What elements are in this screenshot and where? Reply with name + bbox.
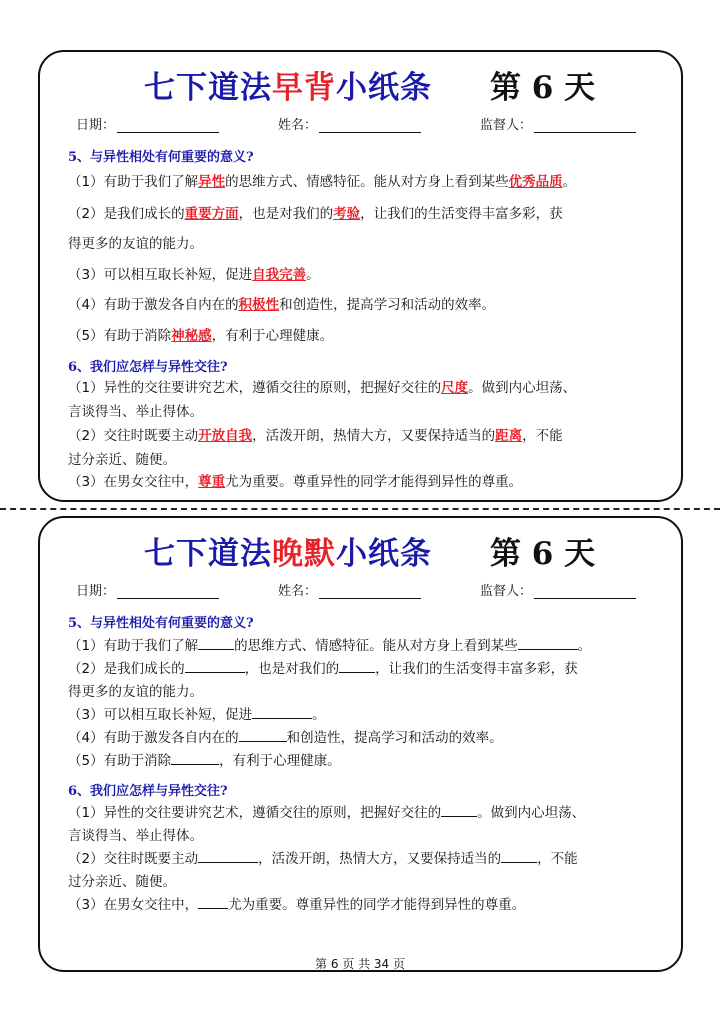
title-highlight: 晚默	[272, 536, 336, 572]
name-line[interactable]	[319, 584, 421, 599]
text: （2）交往时既要主动	[68, 428, 199, 444]
fill-blank[interactable]	[198, 849, 258, 863]
name-label: 姓名：	[278, 118, 318, 133]
text: ，也是对我们的	[238, 206, 334, 222]
answer-6-1	[68, 803, 658, 824]
text: ，活泼开朗，热情大方，又要保持适当的	[258, 851, 502, 867]
answer-5-1	[68, 172, 658, 193]
text: ，不能	[537, 851, 578, 867]
card-header	[40, 62, 681, 106]
date-label: 日期：	[76, 118, 116, 133]
text: （1）异性的交往要讲究艺术，遵循交往的原则，把握好交往的	[68, 380, 442, 396]
text: （3）在男女交往中，	[68, 474, 199, 490]
fill-blank[interactable]	[239, 728, 287, 742]
signature-fields	[40, 114, 681, 134]
answer-6-1-continued: 言谈得当、举止得体。	[68, 828, 203, 844]
fill-blank[interactable]	[198, 636, 234, 650]
question-5: 5、与异性相处有何重要的意义?	[68, 616, 254, 631]
text: （3）可以相互取长补短，促进	[68, 267, 253, 283]
text: 的思维方式、情感特征。能从对方身上看到某些	[225, 174, 509, 190]
keyword: 自我完善	[252, 267, 307, 283]
text: 。	[312, 707, 326, 723]
fill-blank[interactable]	[339, 659, 375, 673]
day-label: 第 6 天	[490, 536, 596, 572]
day-label: 第 6 天	[490, 70, 596, 106]
answer-5-3	[68, 705, 658, 726]
text: （5）有助于消除	[68, 753, 172, 769]
supervisor-label: 监督人：	[480, 118, 533, 133]
answer-6-2	[68, 849, 658, 870]
text: ，活泼开朗，热情大方，又要保持适当的	[252, 428, 496, 444]
answer-5-4	[68, 295, 658, 316]
fill-blank[interactable]	[185, 659, 245, 673]
text: （1）有助于我们了解	[68, 638, 199, 654]
text: （5）有助于消除	[68, 328, 172, 344]
fill-blank[interactable]	[252, 705, 312, 719]
date-line[interactable]	[117, 118, 219, 133]
answer-6-1-continued: 言谈得当、举止得体。	[68, 404, 203, 420]
answer-6-3	[68, 472, 658, 493]
answer-6-2-continued: 过分亲近、随便。	[68, 874, 176, 890]
fill-blank[interactable]	[171, 751, 219, 765]
text: 。	[577, 638, 592, 654]
keyword: 距离	[495, 428, 523, 444]
cut-line-divider	[0, 508, 720, 510]
question-6: 6、我们应怎样与异性交往?	[68, 784, 228, 799]
keyword: 开放自我	[198, 428, 253, 444]
name-label: 姓名：	[278, 584, 318, 599]
answer-6-1	[68, 378, 658, 399]
fill-blank[interactable]	[501, 849, 537, 863]
keyword: 考验	[333, 206, 361, 222]
answer-5-2	[68, 659, 658, 680]
supervisor-line[interactable]	[534, 118, 636, 133]
supervisor-field[interactable]	[480, 114, 636, 133]
answer-5-1	[68, 636, 658, 657]
text: （2）交往时既要主动	[68, 851, 199, 867]
text: （4）有助于激发各自内在的	[68, 297, 239, 313]
question-6: 6、我们应怎样与异性交往?	[68, 360, 228, 375]
answer-6-2-continued: 过分亲近、随便。	[68, 452, 176, 468]
card-header	[40, 528, 681, 572]
text: ，有利于心理健康。	[219, 753, 341, 769]
supervisor-line[interactable]	[534, 584, 636, 599]
text: 。	[562, 174, 577, 190]
text: 和创造性，提高学习和活动的效率。	[279, 297, 496, 313]
keyword: 尺度	[441, 380, 469, 396]
keyword: 尊重	[198, 474, 226, 490]
title-prefix: 七下道法	[144, 70, 272, 106]
supervisor-field[interactable]	[480, 580, 636, 599]
keyword: 神秘感	[171, 328, 212, 344]
answer-5-2-continued: 得更多的友谊的能力。	[68, 684, 203, 700]
keyword: 积极性	[238, 297, 280, 313]
fill-blank[interactable]	[441, 803, 477, 817]
text: ，让我们的生活变得丰富多彩，获	[375, 661, 578, 677]
title-suffix: 小纸条	[336, 70, 432, 106]
text: 。做到内心坦荡、	[477, 805, 586, 821]
text: ，也是对我们的	[244, 661, 340, 677]
answer-5-2-continued: 得更多的友谊的能力。	[68, 236, 203, 252]
text: 和创造性，提高学习和活动的效率。	[286, 730, 503, 746]
text: 。做到内心坦荡、	[468, 380, 577, 396]
text: （3）在男女交往中，	[68, 897, 199, 913]
date-line[interactable]	[117, 584, 219, 599]
text: 尤为重要。尊重异性的同学才能得到异性的尊重。	[228, 897, 526, 913]
date-field[interactable]	[76, 580, 219, 599]
fill-blank[interactable]	[518, 636, 578, 650]
date-label: 日期：	[76, 584, 116, 599]
answer-5-4	[68, 728, 658, 749]
answer-5-2	[68, 204, 658, 225]
text: 。	[306, 267, 320, 283]
text: （1）有助于我们了解	[68, 174, 199, 190]
answer-5-5	[68, 751, 658, 772]
keyword: 优秀品质	[508, 174, 563, 190]
title-suffix: 小纸条	[336, 536, 432, 572]
text: ，不能	[522, 428, 563, 444]
answer-5-3	[68, 265, 658, 286]
answer-5-5	[68, 326, 658, 347]
name-line[interactable]	[319, 118, 421, 133]
name-field[interactable]	[278, 114, 421, 133]
text: （4）有助于激发各自内在的	[68, 730, 239, 746]
signature-fields	[40, 580, 681, 600]
title-prefix: 七下道法	[144, 536, 272, 572]
question-5: 5、与异性相处有何重要的意义?	[68, 150, 254, 165]
text: ，让我们的生活变得丰富多彩，获	[360, 206, 563, 222]
text: ，有利于心理健康。	[211, 328, 334, 344]
answer-6-2	[68, 426, 658, 447]
answer-6-3	[68, 895, 658, 916]
card-title	[144, 62, 432, 107]
date-field[interactable]	[76, 114, 219, 133]
name-field[interactable]	[278, 580, 421, 599]
text: 尤为重要。尊重异性的同学才能得到异性的尊重。	[225, 474, 523, 490]
evening-dictation-card	[38, 516, 683, 972]
text: 的思维方式、情感特征。能从对方身上看到某些	[234, 638, 518, 654]
keyword: 异性	[198, 174, 226, 190]
fill-blank[interactable]	[198, 895, 228, 909]
supervisor-label: 监督人：	[480, 584, 533, 599]
text: （3）可以相互取长补短，促进	[68, 707, 253, 723]
morning-recite-card	[38, 50, 683, 502]
text: （1）异性的交往要讲究艺术，遵循交往的原则，把握好交往的	[68, 805, 442, 821]
title-highlight: 早背	[272, 70, 336, 106]
card-title	[144, 528, 432, 573]
text: （2）是我们成长的	[68, 661, 185, 677]
keyword: 重要方面	[184, 206, 239, 222]
text: （2）是我们成长的	[68, 206, 185, 222]
page-number: 第 6 页 共 34 页	[315, 957, 405, 971]
